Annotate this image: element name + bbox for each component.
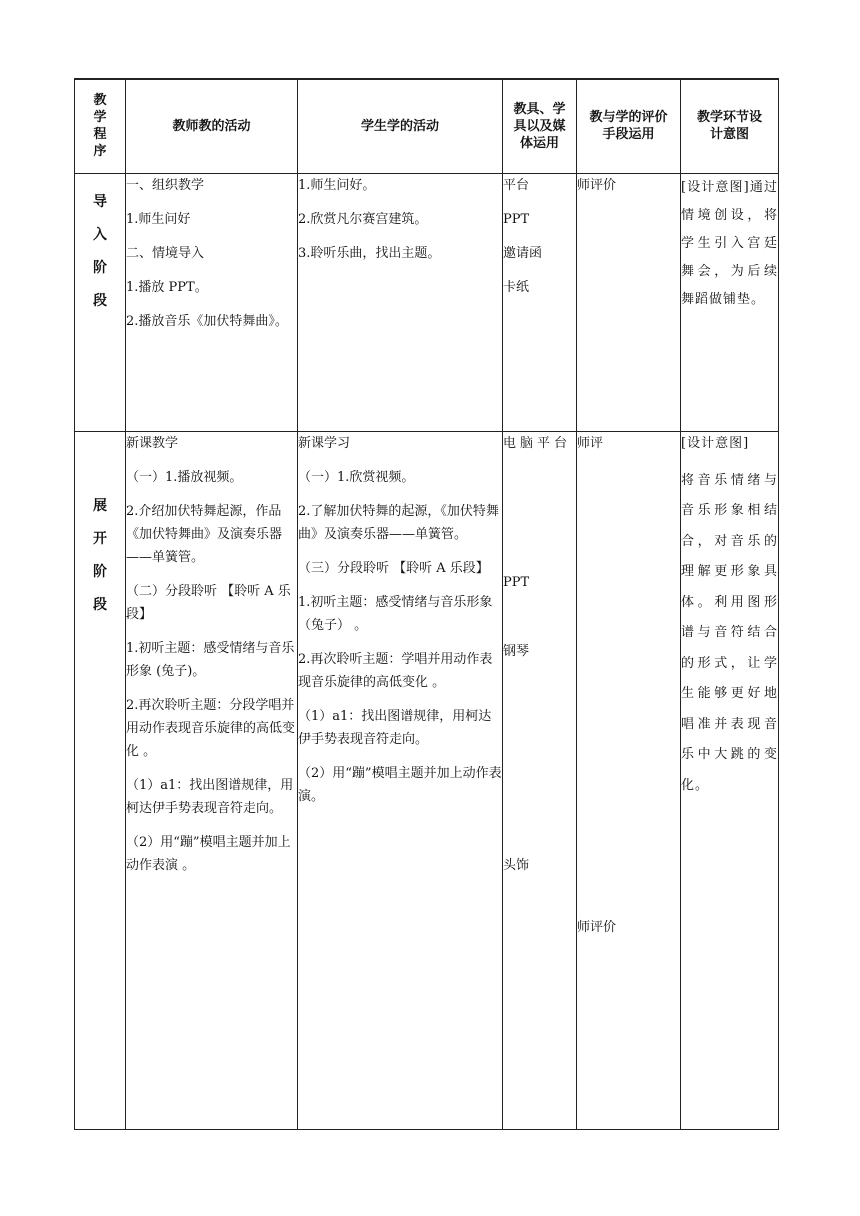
teacher-item: 2.介绍加伏特舞起源，作品《加伏特舞曲》及演奏乐器——单簧管。 xyxy=(126,503,283,565)
teacher-item: （一）1.播放视频。 xyxy=(126,469,243,485)
student-activity-cell xyxy=(298,431,503,1129)
stage-char: 展 xyxy=(93,497,107,514)
stage-char: 阶 xyxy=(93,259,107,276)
student-item: （三）分段聆听 【聆听 A 乐段】 xyxy=(298,560,489,576)
teacher-item: 2.再次聆听主题：分段学唱并用动作表现音乐旋律的高低变化 。 xyxy=(126,697,296,759)
header-teacher: 教师教的活动 xyxy=(126,79,298,173)
teacher-item: 二、情境导入 xyxy=(126,245,205,261)
student-item: （一）1.欣赏视频。 xyxy=(298,469,415,485)
student-item: 新课学习 xyxy=(298,435,351,451)
design-intent-cell xyxy=(681,173,779,431)
lesson-plan-table xyxy=(74,78,779,1130)
table-row xyxy=(75,431,779,1129)
teacher-item: （2）用“蹦”模唱主题并加上动作表演 。 xyxy=(126,834,291,873)
header-design: 教学环节设计意图 xyxy=(681,79,779,173)
tool-item: 卡纸 xyxy=(503,279,530,295)
student-item: 2.再次聆听主题：学唱并用动作表现音乐旋律的高低变化 。 xyxy=(298,651,493,690)
table-row xyxy=(75,173,779,431)
evaluation-cell xyxy=(577,173,681,431)
stage-char: 开 xyxy=(93,530,107,547)
tools-cell xyxy=(503,431,577,1129)
student-item: 2.欣赏凡尔赛宫建筑。 xyxy=(298,211,428,227)
teacher-item: 1.师生问好 xyxy=(126,211,191,227)
student-activity-cell xyxy=(298,173,503,431)
tool-item: 平台 xyxy=(503,177,530,193)
tools-cell xyxy=(503,173,577,431)
teacher-item: 新课教学 xyxy=(126,435,179,451)
tool-item: 电脑平台 xyxy=(503,435,572,451)
tool-item: 钢琴 xyxy=(503,643,530,659)
teacher-item: （二）分段聆听 【聆听 A 乐段】 xyxy=(126,583,291,622)
stage-char: 导 xyxy=(93,193,107,210)
tool-item: 头饰 xyxy=(503,857,530,873)
teacher-activity-cell xyxy=(126,431,298,1129)
student-item: 3.聆听乐曲，找出主题。 xyxy=(298,245,441,261)
teacher-activity-cell xyxy=(126,173,298,431)
header-eval: 教与学的评价手段运用 xyxy=(577,79,681,173)
teacher-item: 2.播放音乐《加伏特舞曲》。 xyxy=(126,313,288,329)
stage-cell xyxy=(75,431,126,1129)
header-stage: 教学程序 xyxy=(75,79,126,173)
student-item: 1.师生问好。 xyxy=(298,177,376,193)
teacher-item: 一、组织教学 xyxy=(126,177,205,193)
header-student: 学生学的活动 xyxy=(298,79,503,173)
tool-item: PPT xyxy=(503,574,530,590)
stage-char: 入 xyxy=(93,226,107,243)
teacher-item: （1）a1：找出图谱规律，用柯达伊手势表现音符走向。 xyxy=(126,777,294,816)
student-item: （1）a1：找出图谱规律，用柯达伊手势表现音符走向。 xyxy=(298,708,492,747)
evaluation-cell xyxy=(577,431,681,1129)
design-intent-text: [设计意图]通过情境创设，将学生引入宫廷舞会，为后续舞蹈做铺垫。 xyxy=(681,179,778,307)
evaluation-item: 师评价 xyxy=(577,919,617,935)
design-intent-heading: [设计意图] xyxy=(681,435,750,451)
header-row xyxy=(75,79,779,173)
evaluation-item: 师评价 xyxy=(577,177,617,193)
evaluation-item: 师评 xyxy=(577,435,604,451)
design-intent-cell xyxy=(681,431,779,1129)
teacher-item: 1.播放 PPT。 xyxy=(126,279,208,295)
stage-char: 段 xyxy=(93,292,107,309)
student-item: （2）用“蹦”模唱主题并加上动作表演。 xyxy=(298,765,502,804)
student-item: 2.了解加伏特舞的起源，《加伏特舞曲》及演奏乐器——单簧管。 xyxy=(298,503,499,542)
stage-cell xyxy=(75,173,126,431)
design-intent-text: 将音乐情绪与音乐形象相结合，对音乐的理解更形象具体。利用图形谱与音符结合的形式，让学生能够更好地唱准并表现音乐中大跳的变化。 xyxy=(681,472,778,793)
stage-char: 阶 xyxy=(93,563,107,580)
student-item: 1.初听主题：感受情绪与音乐形象（兔子） 。 xyxy=(298,594,493,633)
header-tools: 教具、学具以及媒体运用 xyxy=(503,79,577,173)
tool-item: 邀请函 xyxy=(503,245,543,261)
teacher-item: 1.初听主题：感受情绪与音乐形象 (兔子)。 xyxy=(126,640,295,679)
stage-char: 段 xyxy=(93,596,107,613)
tool-item: PPT xyxy=(503,211,530,227)
